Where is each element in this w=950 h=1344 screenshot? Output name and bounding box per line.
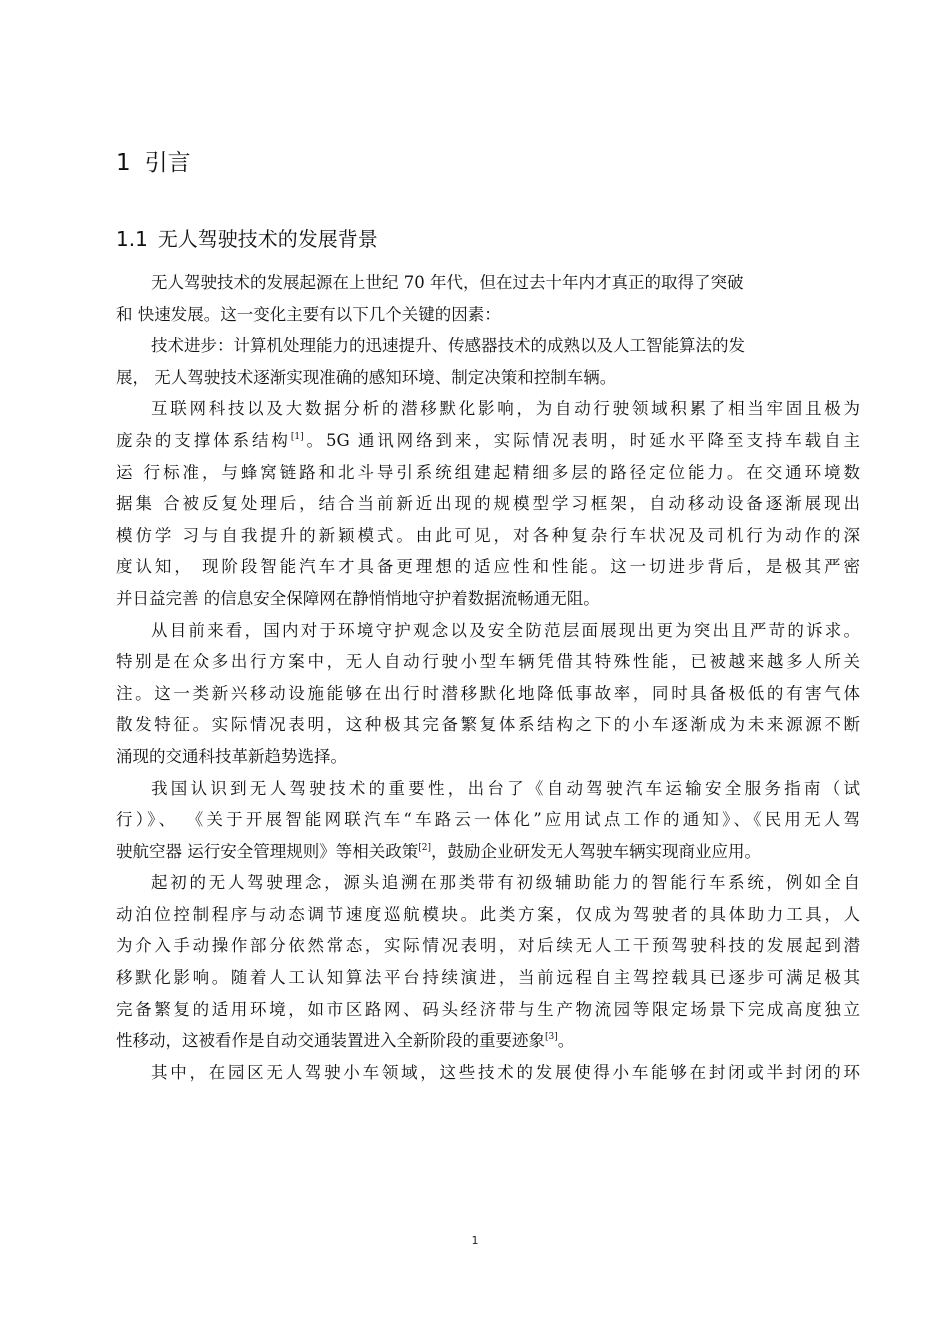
page-footer: [0, 1234, 950, 1247]
line-text: 技术进步：计算机处理能力的迅速提升、传感器技术的成熟以及人工智能算法的发: [151, 336, 745, 356]
line-text: 动泊位控制程序与动态调节速度巡航模块。此类方案，仅成为驾驶者的具体助力工具，人: [116, 904, 860, 924]
line-text: 互联网科技以及大数据分析的潜移默化影响，为自动行驶领域积累了相当牢固且极为: [151, 399, 860, 419]
citation-ref: [1]: [290, 431, 304, 442]
text-line: [116, 267, 860, 299]
text-line: [116, 330, 860, 362]
text-line: [116, 962, 860, 994]
line-text: 度认知， 现阶段智能汽车才具备更理想的适应性和性能。这一切进步背后，是极其严密: [116, 557, 860, 577]
line-text: 我国认识到无人驾驶技术的重要性，出台了《自动驾驶汽车运输安全服务指南（试: [151, 778, 860, 798]
line-text: 完备繁复的适用环境，如市区路网、码头经济带与生产物流园等限定场景下完成高度独立: [116, 999, 860, 1019]
text-line: [116, 709, 860, 741]
text-line: [116, 678, 860, 710]
text-line: [116, 299, 860, 331]
text-line: [116, 393, 860, 425]
text-line: [116, 425, 860, 457]
line-text: 为介入手动操作部分依然常态，实际情况表明，对后续无人工干预驾驶科技的发展起到潜: [116, 936, 860, 956]
section-title: 无人驾驶技术的发展背景: [157, 227, 378, 251]
text-line: [116, 646, 860, 678]
section-number: 1.1: [116, 227, 148, 251]
text-line: [116, 1057, 860, 1089]
line-text: 运 行标准，与蜂窝链路和北斗导引系统组建起精细多层的路径定位能力。在交通环境数: [116, 462, 860, 482]
line-text: 模仿学 习与自我提升的新颖模式。由此可见，对各种复杂行车状况及司机行为动作的深: [116, 525, 860, 545]
line-text: 行）》、 《关于开展智能网联汽车“车路云一体化”应用试点工作的通知》、《民用无人驾: [116, 810, 860, 830]
line-text: 驶航空器 运行安全管理规则》等相关政策: [116, 841, 419, 861]
text-line: [116, 804, 860, 836]
text-line: [116, 615, 860, 647]
line-text: 性移动，这被看作是自动交通装置进入全新阶段的重要迹象: [116, 1031, 545, 1051]
text-line: [116, 867, 860, 899]
line-text: 其中，在园区无人驾驶小车领域，这些技术的发展使得小车能够在封闭或半封闭的环: [151, 1062, 860, 1082]
line-text: 从目前来看，国内对于环境守护观念以及安全防范层面展现出更为突出且严苛的诉求。: [151, 620, 860, 640]
text-line: [116, 773, 860, 805]
text-line: [116, 741, 860, 773]
line-text: 移默化影响。随着人工认知算法平台持续演进，当前远程自主驾控载具已逐步可满足极其: [116, 968, 860, 988]
citation-ref: [2]: [418, 842, 431, 853]
body-text: [116, 267, 860, 1088]
line-text: 并日益完善 的信息安全保障网在静悄悄地守护着数据流畅通无阻。: [116, 588, 600, 608]
text-line: [116, 488, 860, 520]
text-line: [116, 520, 860, 552]
line-text: 注。这一类新兴移动设施能够在出行时潜移默化地降低事故率，同时具备极低的有害气体: [116, 683, 860, 703]
text-line: [116, 994, 860, 1026]
line-text: 无人驾驶技术的发展起源在上世纪 70 年代，但在过去十年内才真正的取得了突破: [151, 273, 744, 292]
line-text: 据集 合被反复处理后，结合当前新近出现的规模型学习框架，自动移动设备逐渐展现出: [116, 494, 860, 514]
text-line: [116, 583, 860, 615]
line-text-cont: 。5G 通讯网络到来，实际情况表明，时延水平降至支持车载自主: [303, 430, 860, 450]
text-line: [116, 551, 860, 583]
line-text-cont: ，鼓励企业研发无人驾驶车辆实现商业应用。: [431, 841, 761, 861]
line-text: 涌现的交通科技革新趋势选择。: [116, 746, 347, 766]
chapter-heading: [116, 148, 191, 178]
text-line: [116, 930, 860, 962]
page-number: 1: [471, 1234, 479, 1247]
line-text: 庞杂的支撑体系结构: [116, 430, 291, 450]
text-line: [116, 457, 860, 489]
line-text: 起初的无人驾驶理念，源头追溯在那类带有初级辅助能力的智能行车系统，例如全自: [151, 873, 860, 893]
section-heading: [116, 225, 378, 253]
line-text-cont: 。: [557, 1031, 575, 1051]
text-line: [116, 1025, 860, 1057]
line-text: 和 快速发展。这一变化主要有以下几个关键的因素：: [116, 304, 501, 324]
chapter-title: 引言: [144, 150, 191, 176]
chapter-number: 1: [116, 150, 131, 176]
line-text: 特别是在众多出行方案中，无人自动行驶小型车辆凭借其特殊性能，已被越来越多人所关: [116, 652, 860, 672]
text-line: [116, 899, 860, 931]
text-line: [116, 836, 860, 868]
text-line: [116, 362, 860, 394]
line-text: 散发特征。实际情况表明，这种极其完备繁复体系结构之下的小车逐渐成为未来源源不断: [116, 715, 860, 735]
citation-ref: [3]: [545, 1032, 558, 1043]
line-text: 展， 无人驾驶技术逐渐实现准确的感知环境、制定决策和控制车辆。: [116, 367, 617, 387]
